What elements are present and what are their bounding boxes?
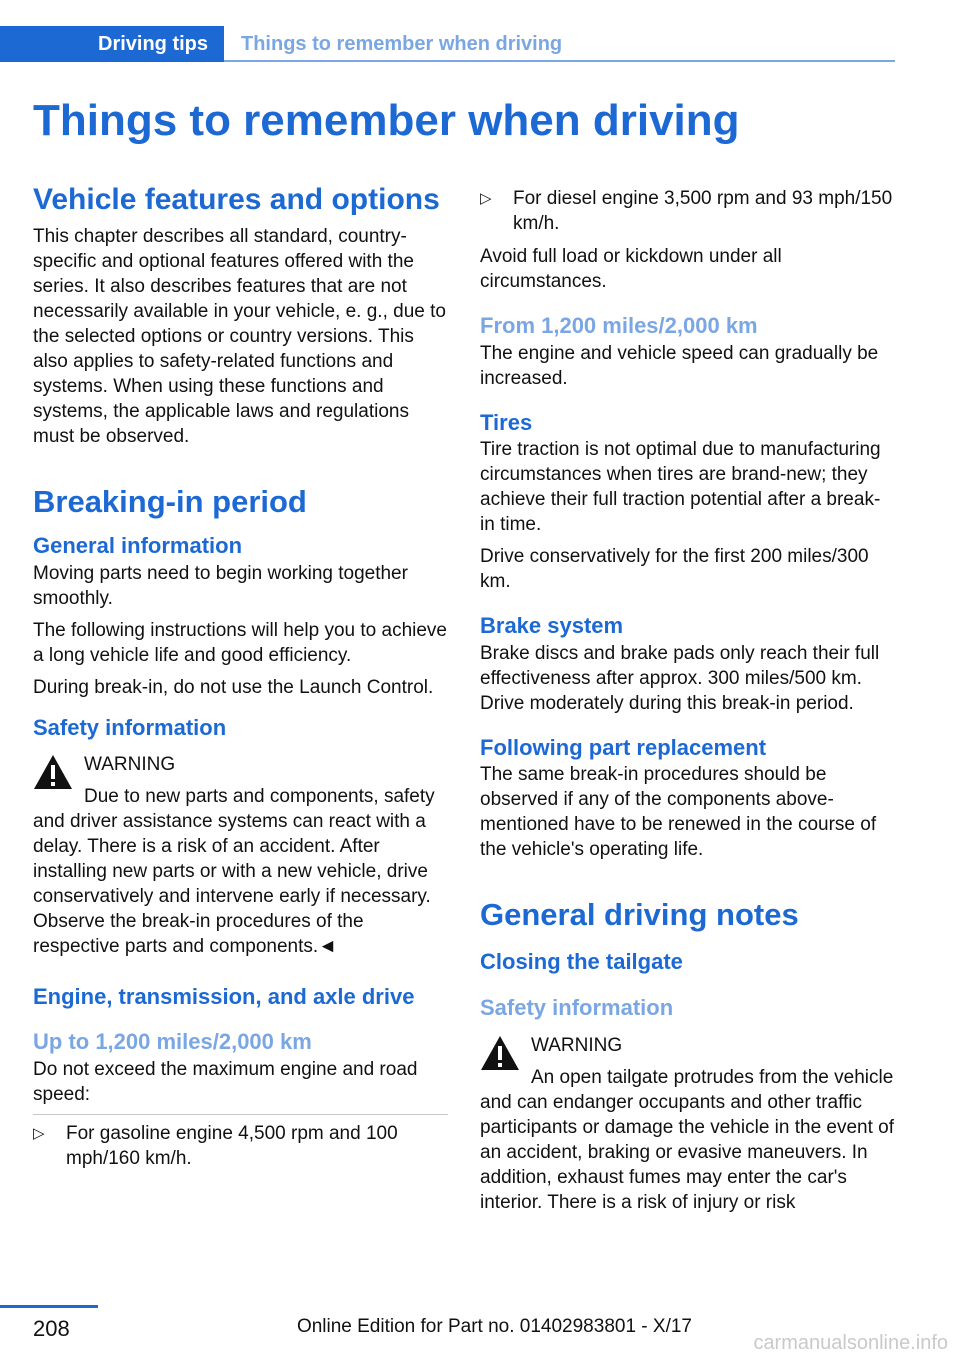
triangle-bullet-icon: ▷ (480, 190, 492, 207)
heading-tires: Tires (480, 409, 533, 435)
header-section-label: Driving tips (98, 33, 209, 55)
heading-following-part-replacement: Following part replacement (480, 734, 767, 760)
list-item (480, 182, 895, 236)
from-paragraph: The engine and vehicle speed can gradually be increased. (480, 342, 879, 389)
warning-title: WARNING (84, 754, 176, 776)
header-rule (224, 60, 895, 62)
heading-safety-information: Safety information (33, 714, 227, 740)
warning-text-2 (480, 1065, 895, 1215)
general-paragraph-2: The following instructions will help you to achieve a long vehicle life and good efficiency. (33, 619, 447, 666)
left-column (33, 182, 448, 1179)
warning-text-content: Due to new parts and components, safety and driver assistance systems can react with a delay. There is a risk of an accident. After installing new parts or with a new vehicle, drive conservatively and intervene early if necessary. Observe the break-in procedures of the respective parts and components.◄ (33, 786, 435, 958)
warning-text-2-content: An open tailgate protrudes from the vehicle and can endanger occupants and other traffic participants or damage the vehicle in the event of an accident, braking or evasive maneuvers. In addition, exhaust fumes may enter the car's interior. There is a risk of injury or risk (480, 1066, 895, 1213)
avoid-paragraph: Avoid full load or kickdown under all circumstances. (480, 246, 782, 292)
brake-paragraph: Brake discs and brake pads only reach their full effectiveness after approx. 300 miles/500 km. Drive moderately during this break-in period. (480, 642, 880, 714)
running-header (0, 26, 895, 62)
heading-from-1200: From 1,200 miles/2,000 km (480, 313, 758, 338)
upto-paragraph: Do not exceed the maximum engine and road speed: (33, 1058, 418, 1105)
header-section-tab (0, 26, 224, 62)
page-title: Things to remember when driving (33, 96, 740, 145)
list-item (33, 1115, 448, 1171)
tires-paragraph-2: Drive conservatively for the first 200 miles/300 km. (480, 546, 869, 593)
heading-breaking-in: Breaking-in period (33, 484, 307, 519)
triangle-bullet-icon: ▷ (33, 1124, 45, 1142)
footer-rule (0, 1305, 98, 1308)
heading-safety-information-2: Safety information (480, 995, 674, 1021)
page-number: 208 (33, 1316, 70, 1341)
heading-general-driving-notes: General driving notes (480, 897, 799, 933)
tires-paragraph-1: Tire traction is not optimal due to manufacturing circumstances when tires are brand-new; they achieve their full traction potential after a break-in time. (480, 439, 881, 536)
general-paragraph-1: Moving parts need to begin working together smoothly. (33, 562, 408, 609)
warning-text (33, 784, 448, 959)
watermark-text: carmanualsonline.info (753, 1332, 948, 1354)
heading-closing-tailgate: Closing the tailgate (480, 948, 683, 974)
heading-general-information: General information (33, 533, 243, 559)
right-column (480, 182, 895, 1215)
bullet-diesel: For diesel engine 3,500 rpm and 93 mph/150 km/h. (513, 188, 893, 234)
warning-triangle-icon (480, 1035, 520, 1071)
warning-block (33, 750, 448, 959)
bullet-gasoline: For gasoline engine 4,500 rpm and 100 mph/160 km/h. (66, 1122, 398, 1169)
heading-vehicle-features: Vehicle features and options (33, 183, 440, 216)
heading-up-to-1200: Up to 1,200 miles/2,000 km (33, 1028, 312, 1054)
features-paragraph: This chapter describes all standard, country-specific and optional features offered with the series. It also describes features that are not necessarily available in your vehicle, e. g., due to the selected options or country versions. This also applies to safety-related functions and systems. When using these functions and systems, the applicable laws and regulations must be observed. (33, 226, 446, 447)
header-topic-label: Things to remember when driving (241, 33, 563, 55)
following-paragraph: The same break-in procedures should be observed if any of the components above-mentioned have to be renewed in the course of the vehicle's operating life. (480, 764, 877, 861)
warning-triangle-icon (33, 754, 73, 790)
warning-block-2 (480, 1031, 895, 1215)
general-paragraph-3: During break-in, do not use the Launch Control. (33, 676, 434, 698)
footer-edition: Online Edition for Part no. 01402983801 - X/17 (296, 1316, 692, 1337)
speed-limit-list-continued (480, 182, 895, 236)
heading-engine-transmission: Engine, transmission, and axle drive (33, 984, 415, 1010)
speed-limit-list (33, 1114, 448, 1171)
heading-brake-system: Brake system (480, 613, 624, 639)
warning-title-2: WARNING (531, 1034, 623, 1056)
